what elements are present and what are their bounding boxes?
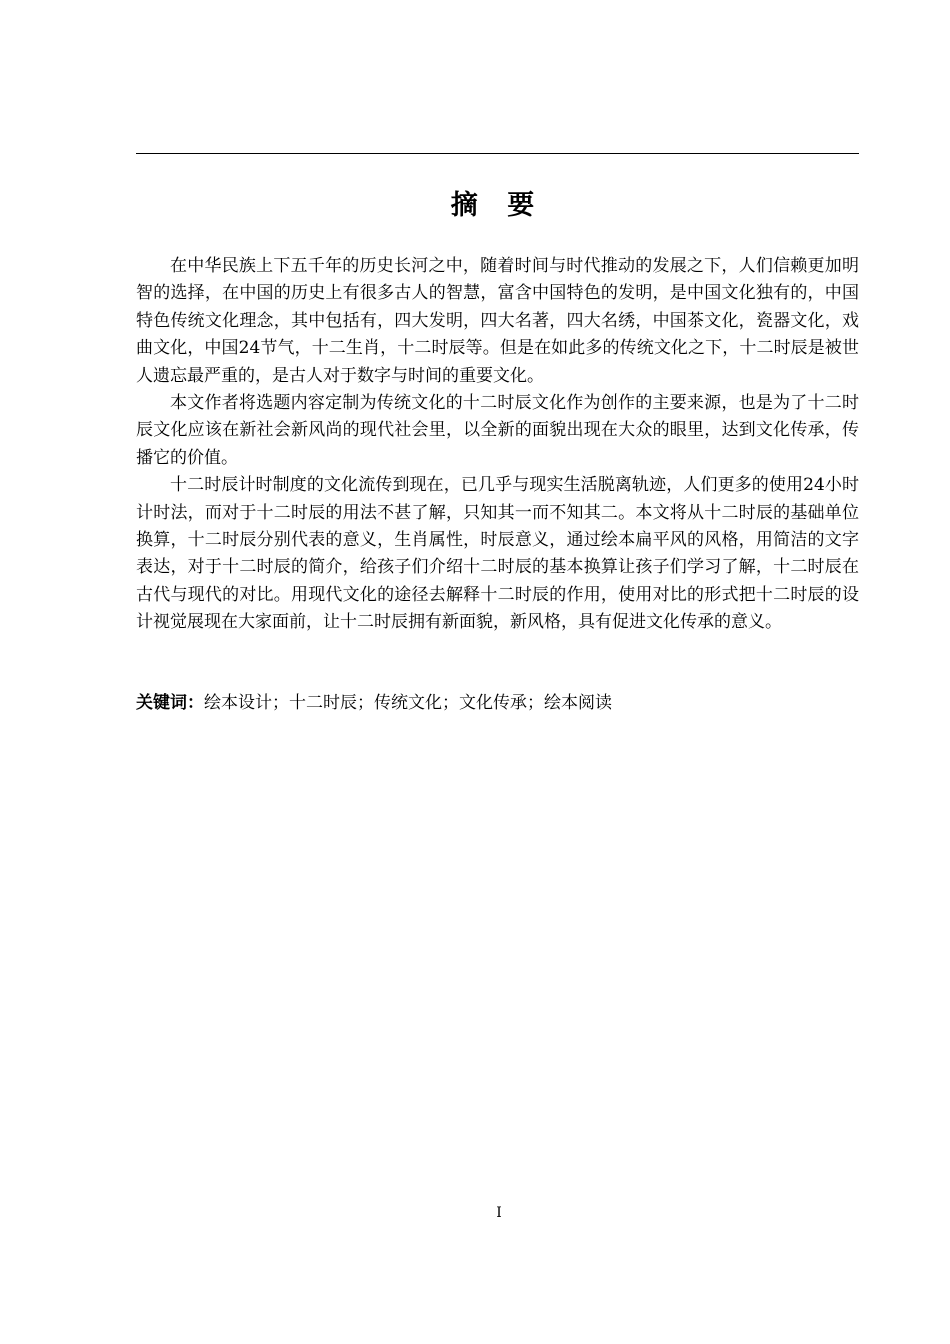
header-rule bbox=[136, 153, 859, 154]
abstract-paragraph-1: 在中华民族上下五千年的历史长河之中，随着时间与时代推动的发展之下，人们信赖更加明智的选择，在中国的历史上有很多古人的智慧，富含中国特色的发明，是中国文化独有的，中国特色传统文化理念，其中包括有，四大发明，四大名著，四大名绣，中国茶文化，瓷器文化，戏曲文化，中国24节气，十二生肖，十二时辰等。但是在如此多的传统文化之下，十二时辰是被世人遗忘最严重的，是古人对于数字与时间的重要文化。 bbox=[136, 256, 859, 386]
abstract-paragraph-3: 十二时辰计时制度的文化流传到现在，已几乎与现实生活脱离轨迹，人们更多的使用24小时计时法，而对于十二时辰的用法不甚了解，只知其一而不知其二。本文将从十二时辰的基础单位换算，十二时辰分别代表的意义，生肖属性，时辰意义，通过绘本扁平风的风格，用简洁的文字表达，对于十二时辰的简介，给孩子们介绍十二时辰的基本换算让孩子们学习了解，十二时辰在古代与现代的对比。用现代文化的途径去解释十二时辰的作用，使用对比的形式把十二时辰的设计视觉展现在大家面前，让十二时辰拥有新面貌，新风格，具有促进文化传承的意义。 bbox=[136, 475, 859, 633]
abstract-title: 摘 要 bbox=[450, 190, 545, 221]
page-number: I bbox=[496, 1205, 502, 1221]
abstract-paragraph-2: 本文作者将选题内容定制为传统文化的十二时辰文化作为创作的主要来源，也是为了十二时辰文化应该在新社会新风尚的现代社会里，以全新的面貌出现在大众的眼里，达到文化传承，传播它的价值。 bbox=[136, 393, 859, 468]
keywords-label: 关键词： bbox=[136, 693, 204, 713]
abstract-body bbox=[136, 253, 859, 637]
keywords-text: 绘本设计；十二时辰；传统文化；文化传承；绘本阅读 bbox=[204, 693, 612, 713]
keywords-line bbox=[136, 690, 859, 717]
